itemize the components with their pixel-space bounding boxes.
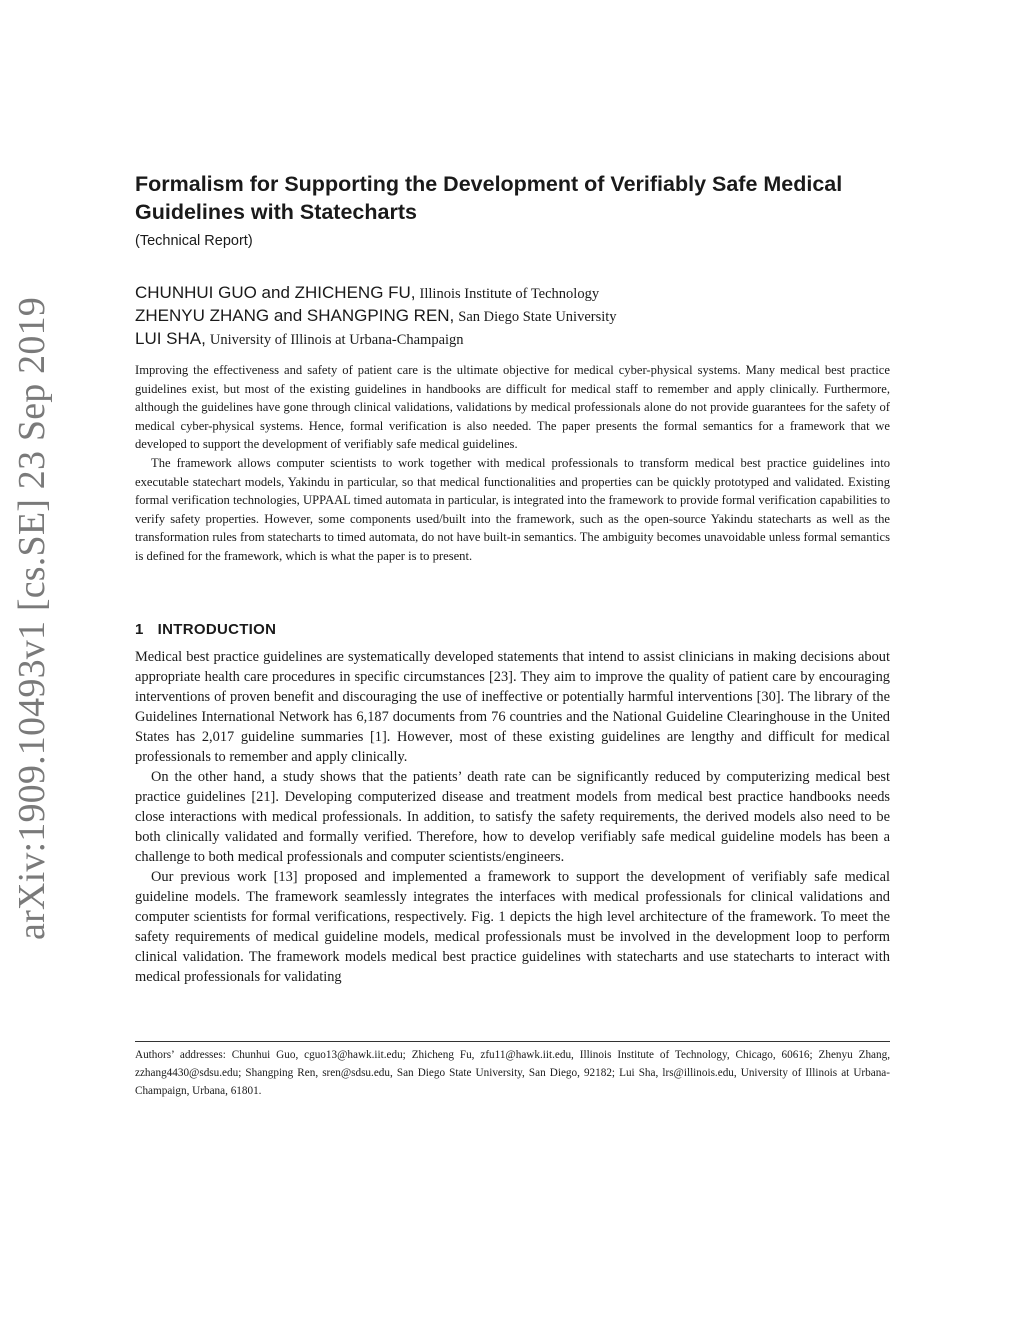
section-heading bbox=[135, 621, 890, 638]
footnote-divider bbox=[135, 1041, 890, 1042]
footnote bbox=[135, 1046, 890, 1100]
author-line bbox=[135, 304, 890, 327]
author-affiliation: University of Illinois at Urbana-Champaign bbox=[209, 332, 464, 348]
body-paragraph: Our previous work [13] proposed and implemented a framework to support the development of verifiably safe medical guideline models. The framework seamlessly integrates the interfaces with medical professionals for clinical validations and computer scientists for formal verifications, respectively. Fig. 1 depicts the high level architecture of the framework. To meet the safety requirements of medical guideline models, medical professionals must be involved in the development loop to perform clinical validation. The framework models medical best practice guidelines with statecharts and use statecharts to interact with medical professionals for validating bbox=[135, 869, 890, 985]
abstract bbox=[135, 361, 890, 566]
body-paragraph: On the other hand, a study shows that the patients’ death rate can be significantly reduced by computerizing medical best practice guidelines [21]. Developing computerized disease and treatment models from medical best practice handbooks needs close interactions with medical professionals. In addition, to satisfy the safety requirements, the derived models also need to be both clinically validated and formally verified. Therefore, how to develop verifiably safe medical guideline models has been a challenge to both medical professionals and computer scientists/engineers. bbox=[135, 769, 890, 865]
author-line bbox=[135, 327, 890, 350]
paper-title: Formalism for Supporting the Development of Verifiably Safe Medical Guidelines with Statecharts bbox=[135, 172, 843, 224]
abstract-paragraph: Improving the effectiveness and safety of patient care is the ultimate objective for medical cyber-physical systems. Many medical best practice guidelines exist, but most of the existing guidelines in handbooks are difficult for medical staff to remember and apply clinically. Furthermore, although the guidelines have gone through clinical validations, validations by medical professionals alone do not provide guarantees for the safety of medical cyber-physical systems. Hence, formal verification is also needed. The paper presents the formal semantics for a framework that we developed to support the development of verifiably safe medical guidelines. bbox=[135, 363, 890, 452]
author-names: LUI SHA, bbox=[135, 329, 206, 348]
body-paragraph: Medical best practice guidelines are systematically developed statements that intend to assist clinicians in making decisions about appropriate health care procedures in specific circumstances [23]. They aim to improve the quality of patient care by encouraging interventions of proven benefit and discouraging the use of ineffective or potentially harmful interventions [30]. The library of the Guidelines International Network has 6,187 documents from 76 countries and the National Guideline Clearinghouse in the United States has 2,017 guideline summaries [1]. However, most of these existing guidelines are lengthy and difficult for medical professionals to remember and apply clinically. bbox=[135, 649, 890, 765]
author-list bbox=[135, 281, 890, 350]
author-line bbox=[135, 281, 890, 304]
author-names: CHUNHUI GUO and ZHICHENG FU, bbox=[135, 283, 416, 302]
author-affiliation: San Diego State University bbox=[458, 309, 617, 325]
author-affiliation: Illinois Institute of Technology bbox=[419, 286, 600, 302]
paper-subtitle: (Technical Report) bbox=[135, 233, 253, 249]
section-title: INTRODUCTION bbox=[157, 621, 277, 638]
body-text bbox=[135, 647, 890, 987]
abstract-paragraph: The framework allows computer scientists to work together with medical professionals to transform medical best practice guidelines into executable statechart models, Yakindu in particular, so that medical functionalities and properties can be quickly prototyped and validated. Existing formal verification technologies, UPPAAL timed automata in particular, is integrated into the framework to provide formal verification capabilities to verify safety properties. However, some components used/built into the framework, such as the open-source Yakindu statecharts as well as the transformation rules from statecharts to timed automata, do not have built-in semantics. The ambiguity becomes unavoidable unless formal semantics is defined for the framework, which is what the paper is to present. bbox=[135, 455, 890, 563]
section-number: 1 bbox=[135, 621, 144, 638]
author-names: ZHENYU ZHANG and SHANGPING REN, bbox=[135, 306, 455, 325]
arxiv-identifier: arXiv:1909.10493v1 [cs.SE] 23 Sep 2019 bbox=[11, 297, 53, 940]
authors-addresses: Authors’ addresses: Chunhui Guo, cguo13@hawk.iit.edu; Zhicheng Fu, zfu11@hawk.iit.edu, Illinois Institute of Technology, Chicago, 60616; Zhenyu Zhang, zzhang4430@sdsu.edu; Shangping Ren, sren@sdsu.edu, San Diego State University, San Diego, 92182; Lui Sha, lrs@illinois.edu, University of Illinois at Urbana-Champaign, Urbana, 61801. bbox=[135, 1049, 890, 1097]
